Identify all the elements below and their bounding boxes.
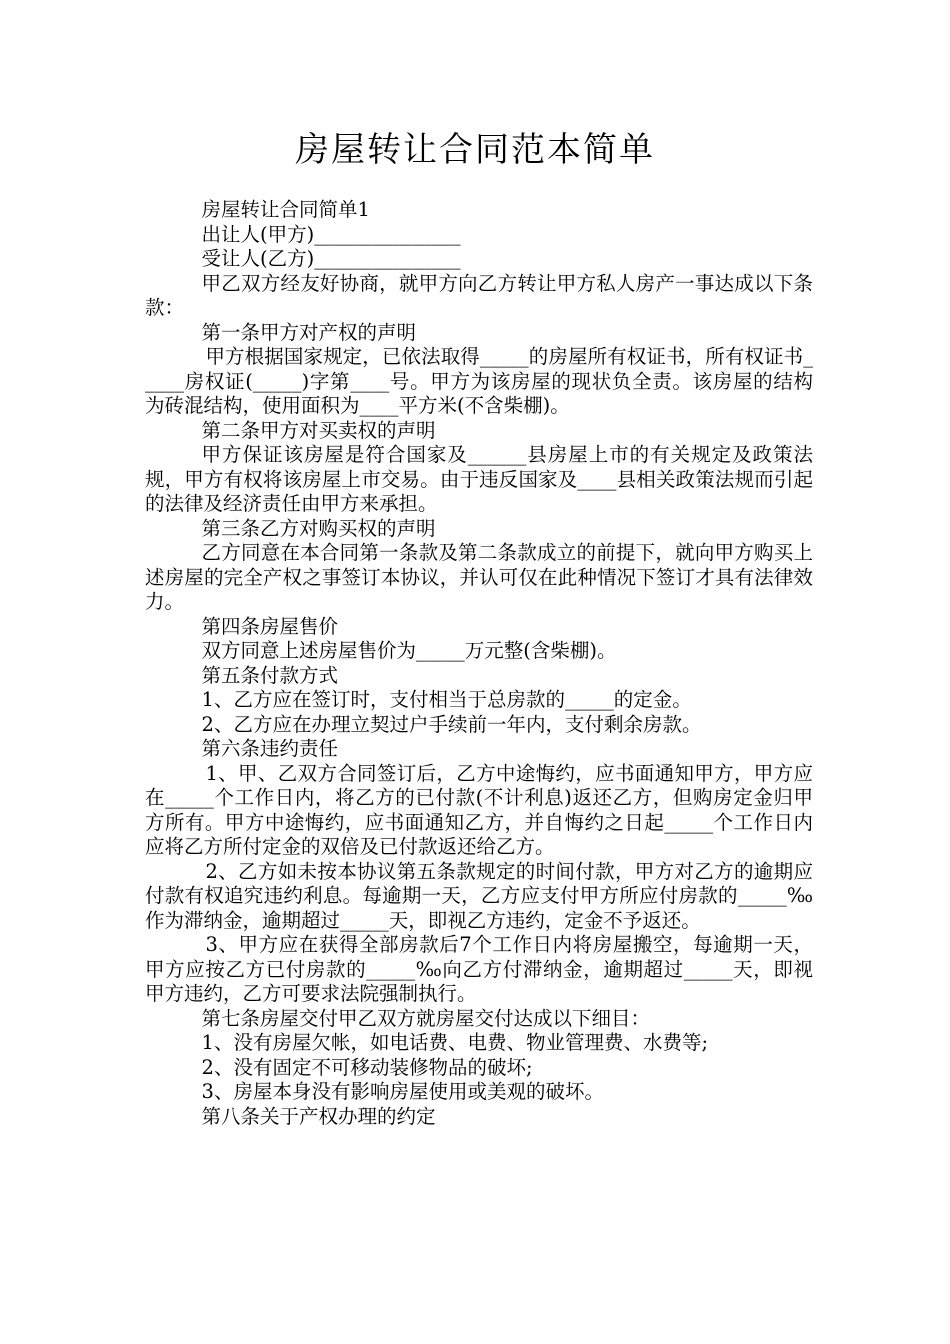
clause-6-item-3: 3、甲方应在获得全部房款后7个工作日内将房屋搬空，每逾期一天，甲方应按乙方已付房款的_____‰向乙方付滞纳金，逾期超过_____天，即视甲方违约，乙方可要求法院强制执行。: [145, 933, 813, 1005]
document-body: [145, 198, 813, 1129]
clause-5-item-1: 1、乙方应在签订时，支付相当于总房款的_____的定金。: [201, 688, 692, 711]
clause-4-text: 双方同意上述房屋售价为_____万元整(含柴棚)。: [201, 639, 617, 662]
paragraph-party-a: 出让人(甲方)_______________: [201, 222, 461, 246]
clause-3-text: 乙方同意在本合同第一条款及第二条款成立的前提下，就向甲方购买上述房屋的完全产权之事签订本协议，并认可仅在此种情况下签订才具有法律效力。: [145, 541, 813, 613]
document-title: 房屋转让合同范本简单: [295, 130, 655, 170]
clause-3-title: 第三条乙方对购买权的声明: [201, 516, 436, 540]
clause-1-title: 第一条甲方对产权的声明: [201, 320, 417, 344]
clause-6-item-2: 2、乙方如未按本协议第五条款规定的时间付款，甲方对乙方的逾期应付款有权追究违约利息。每逾期一天，乙方应支付甲方所应付房款的_____‰作为滞纳金，逾期超过_____天，即视乙方违约，定金不予返还。: [145, 859, 813, 932]
clause-8-title: 第八条关于产权办理的约定: [201, 1104, 436, 1128]
paragraph-heading: 房屋转让合同简单1: [201, 198, 370, 221]
clause-5-item-2: 2、乙方应在办理立契过户手续前一年内，支付剩余房款。: [201, 712, 702, 736]
clause-2-text: 甲方保证该房屋是符合国家及______县房屋上市的有关规定及政策法规，甲方有权将该房屋上市交易。由于违反国家及____县相关政策法规而引起的法律及经济责任由甲方来承担。: [145, 443, 813, 515]
clause-2-title: 第二条甲方对买卖权的声明: [201, 418, 436, 442]
clause-7-item-3: 3、房屋本身没有影响房屋使用或美观的破坏。: [201, 1080, 604, 1103]
clause-6-title: 第六条违约责任: [201, 737, 339, 760]
clause-7-item-2: 2、没有固定不可移动装修物品的破坏;: [201, 1055, 533, 1079]
clause-7-title: 第七条房屋交付甲乙双方就房屋交付达成以下细目：: [201, 1006, 651, 1030]
clause-1-text: 甲方根据国家规定，已依法取得_____的房屋所有权证书，所有权证书_____房权证(_____)字第____号。甲方为该房屋的现状负全责。该房屋的结构为砖混结构，使用面积为____平方米(不含柴棚)。: [145, 345, 813, 417]
clause-6-item-1: 1、甲、乙双方合同签订后，乙方中途悔约，应书面通知甲方，甲方应在_____个工作日内，将乙方的已付款(不计利息)返还乙方，但购房定金归甲方所有。甲方中途悔约，应书面通知乙方，并自悔约之日起_____个工作日内应将乙方所付定金的双倍及已付款返还给乙方。: [145, 761, 813, 858]
clause-4-title: 第四条房屋售价: [201, 614, 339, 638]
clause-5-title: 第五条付款方式: [201, 663, 339, 687]
clause-7-item-1: 1、没有房屋欠帐，如电话费、电费、物业管理费、水费等;: [201, 1031, 709, 1054]
paragraph-intro: 甲乙双方经友好协商，就甲方向乙方转让甲方私人房产一事达成以下条款：: [145, 271, 813, 319]
paragraph-party-b: 受让人(乙方)_______________: [201, 247, 461, 270]
